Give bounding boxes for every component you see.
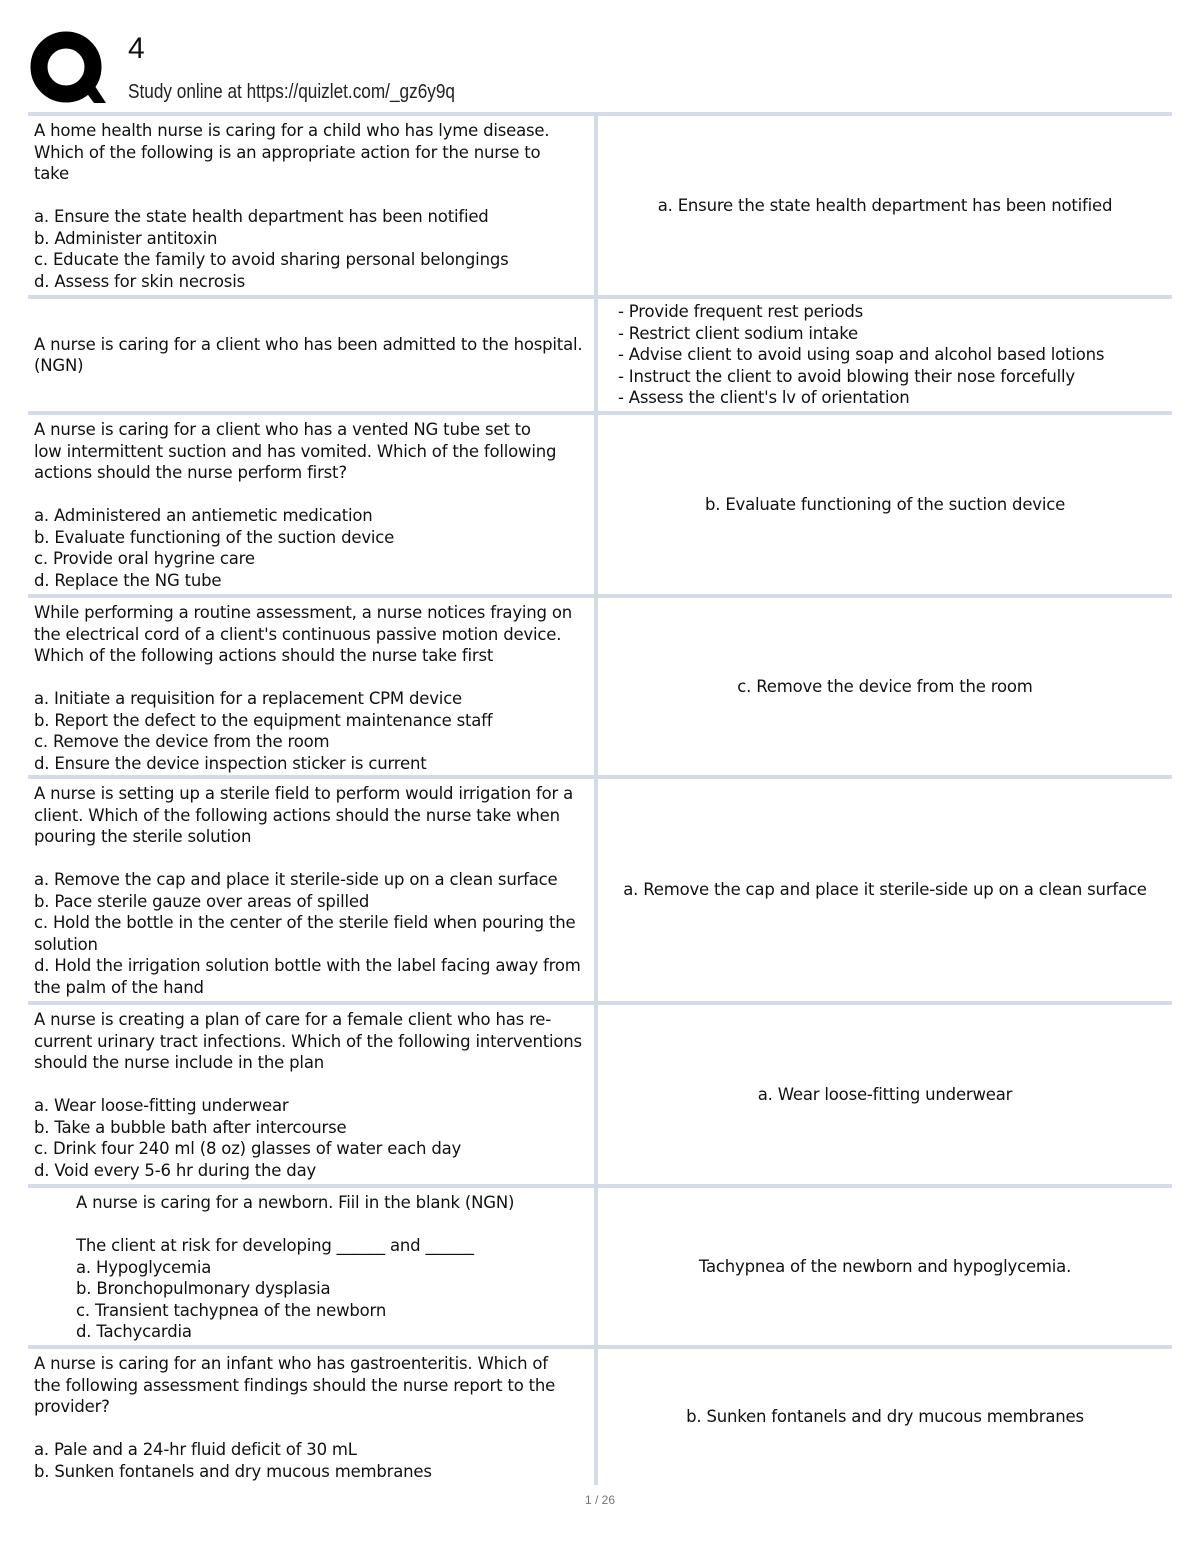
study-online-link[interactable]: Study online at https://quizlet.com/_gz6y9q xyxy=(128,81,456,103)
page-number: 1 / 26 xyxy=(584,1493,616,1507)
term-option: c. Transient tachypnea of the newborn xyxy=(76,1300,387,1320)
definition-text: b. Evaluate functioning of the suction device xyxy=(704,494,1066,514)
flashcard-row xyxy=(28,594,1172,775)
term-stem-line: While performing a routine assessment, a nurse notices fraying on xyxy=(34,603,573,622)
term-option: b. Administer antitoxin xyxy=(34,228,218,248)
term-stem-line: the following assessment findings should the nurse report to the xyxy=(34,1375,556,1395)
term-option: a. Remove the cap and place it sterile-side up on a clean surface xyxy=(34,870,558,889)
term-option: solution xyxy=(34,934,98,954)
term-stem-line: pouring the sterile solution xyxy=(34,827,252,846)
term-stem-line: actions should the nurse perform first? xyxy=(34,463,347,482)
definition-cell xyxy=(598,1005,1172,1184)
term-stem-line: A nurse is creating a plan of care for a female client who has re- xyxy=(34,1010,552,1029)
flashcard-row xyxy=(28,1345,1172,1485)
term-option: d. Replace the NG tube xyxy=(34,570,222,590)
definition-text: b. Sunken fontanels and dry mucous membranes xyxy=(686,1407,1084,1427)
term-option: c. Provide oral hygrine care xyxy=(34,549,255,568)
flashcard-row xyxy=(28,775,1172,1001)
term-stem-line: the electrical cord of a client's continuous passive motion device. xyxy=(34,624,562,644)
term-option: a. Wear loose-fitting underwear xyxy=(34,1096,289,1115)
term-option: b. Evaluate functioning of the suction device xyxy=(34,527,395,547)
term-option: d. Hold the irrigation solution bottle with the label facing away from xyxy=(34,956,581,975)
term-stem-line: A nurse is caring for a client who has been admitted to the hospital. xyxy=(34,334,583,354)
term-option: d. Ensure the device inspection sticker is current xyxy=(34,753,427,773)
definition-list-item: - Assess the client's lv of orientation xyxy=(618,388,910,408)
definition-cell xyxy=(598,299,1172,411)
term-option: a. Initiate a requisition for a replacement CPM device xyxy=(34,689,463,708)
term-option: a. Pale and a 24-hr fluid deficit of 30 mL xyxy=(34,1440,357,1459)
definition-list-item: - Instruct the client to avoid blowing their nose forcefully xyxy=(618,366,1075,386)
term-stem-line: Which of the following actions should the nurse take first xyxy=(34,646,494,665)
definition-text: Tachypnea of the newborn and hypoglycemia. xyxy=(698,1256,1072,1276)
term-option: the palm of the hand xyxy=(34,977,204,997)
term-stem-line: A home health nurse is caring for a child who has lyme disease. xyxy=(34,121,550,140)
flashcard-row xyxy=(28,112,1172,295)
term-stem-line: A nurse is caring for a client who has a vented NG tube set to xyxy=(34,420,531,439)
term-stem-line: Which of the following is an appropriate action for the nurse to xyxy=(34,142,541,162)
term-option: c. Educate the family to avoid sharing personal belongings xyxy=(34,250,509,269)
term-option: b. Pace sterile gauze over areas of spilled xyxy=(34,891,370,911)
term-stem-line: client. Which of the following actions should the nurse take when xyxy=(34,805,560,825)
term-option: a. Administered an antiemetic medication xyxy=(34,506,373,525)
flashcard-row xyxy=(28,1001,1172,1184)
definition-cell xyxy=(598,779,1172,1001)
definition-cell xyxy=(598,598,1172,775)
term-cell xyxy=(28,116,598,295)
term-option: b. Report the defect to the equipment maintenance staff xyxy=(34,710,493,730)
set-title: 4 xyxy=(128,32,145,65)
term-option: c. Remove the device from the room xyxy=(34,732,330,751)
term-cell xyxy=(28,598,598,775)
definition-cell xyxy=(598,1188,1172,1345)
term-stem-line: A nurse is setting up a sterile field to perform would irrigation for a xyxy=(34,784,574,803)
definition-list xyxy=(618,301,1104,409)
term-stem-line: A nurse is caring for an infant who has gastroenteritis. Which of xyxy=(34,1354,548,1373)
definition-text: a. Remove the cap and place it sterile-side up on a clean surface xyxy=(623,880,1147,900)
term-cell xyxy=(28,415,598,594)
term-option: c. Hold the bottle in the center of the sterile field when pouring the xyxy=(34,913,576,932)
term-stem-line: take xyxy=(34,164,69,183)
term-option: b. Sunken fontanels and dry mucous membranes xyxy=(34,1461,432,1481)
term-option: b. Bronchopulmonary dysplasia xyxy=(76,1279,331,1298)
flashcard-list xyxy=(28,112,1172,1485)
definition-list-item: - Advise client to avoid using soap and alcohol based lotions xyxy=(618,345,1105,365)
definition-cell xyxy=(598,116,1172,295)
term-option: d. Tachycardia xyxy=(76,1322,192,1341)
definition-text: c. Remove the device from the room xyxy=(737,676,1033,696)
term-option: a. Hypoglycemia xyxy=(76,1257,212,1277)
term-option: b. Take a bubble bath after intercourse xyxy=(34,1117,347,1137)
definition-list-item: - Restrict client sodium intake xyxy=(618,323,858,343)
term-stem-line: low intermittent suction and has vomited. Which of the following xyxy=(34,441,557,461)
flashcard-row xyxy=(28,1184,1172,1345)
term-option: The client at risk for developing ______ and ______ xyxy=(76,1236,474,1255)
page-header xyxy=(30,28,1170,108)
flashcard-row xyxy=(28,411,1172,594)
definition-text: a. Ensure the state health department has been notified xyxy=(657,195,1113,215)
term-stem-line: provider? xyxy=(34,1397,110,1416)
term-option: a. Ensure the state health department has been notified xyxy=(34,207,489,226)
term-cell xyxy=(28,1349,598,1485)
term-stem-line: current urinary tract infections. Which of the following interventions xyxy=(34,1031,582,1051)
term-option: c. Drink four 240 ml (8 oz) glasses of water each day xyxy=(34,1139,462,1158)
term-cell xyxy=(28,1188,598,1345)
term-stem-line: should the nurse include in the plan xyxy=(34,1053,324,1072)
term-cell xyxy=(28,1005,598,1184)
definition-cell xyxy=(598,415,1172,594)
term-cell xyxy=(28,779,598,1001)
term-cell xyxy=(28,299,598,411)
term-option: d. Assess for skin necrosis xyxy=(34,271,245,291)
flashcard-row xyxy=(28,295,1172,411)
definition-cell xyxy=(598,1349,1172,1485)
term-stem-line: (NGN) xyxy=(34,356,84,375)
definition-text: a. Wear loose-fitting underwear xyxy=(757,1084,1013,1104)
term-stem-line: A nurse is caring for a newborn. Fiil in the blank (NGN) xyxy=(76,1193,515,1212)
definition-list-item: - Provide frequent rest periods xyxy=(618,302,864,322)
term-option: d. Void every 5-6 hr during the day xyxy=(34,1160,317,1180)
quizlet-q-logo-icon xyxy=(30,30,108,108)
